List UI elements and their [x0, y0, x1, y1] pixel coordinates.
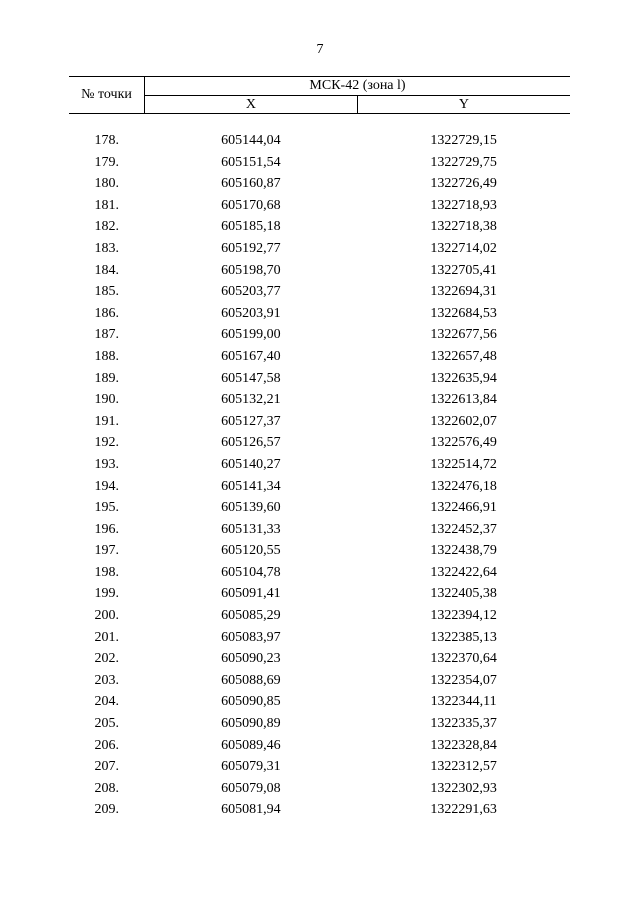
- y-coordinate-cell: 1322718,93: [430, 197, 497, 213]
- x-coordinate-cell: 605088,69: [221, 672, 281, 688]
- table-row: [69, 476, 570, 498]
- point-number-cell: 195.: [94, 500, 119, 516]
- x-column-header: X: [145, 95, 358, 114]
- table-row: [69, 756, 570, 778]
- point-number-cell: 179.: [94, 154, 119, 170]
- header-row-axes: [69, 95, 570, 114]
- table-row: [69, 735, 570, 757]
- point-number-cell: 190.: [94, 392, 119, 408]
- point-number-cell: 199.: [94, 586, 119, 602]
- y-coordinate-cell: 1322677,56: [430, 327, 497, 343]
- table-row: [69, 260, 570, 282]
- point-number-cell: 178.: [94, 133, 119, 148]
- x-coordinate-cell: 605126,57: [221, 435, 281, 451]
- table-row: [69, 691, 570, 713]
- point-number-cell: 203.: [94, 672, 119, 688]
- table-row: [69, 130, 570, 152]
- y-coordinate-cell: 1322452,37: [430, 521, 497, 537]
- x-coordinate-cell: 605132,21: [221, 392, 281, 408]
- table-row: [69, 152, 570, 174]
- y-coordinate-cell: 1322344,11: [430, 694, 497, 710]
- y-coordinate-cell: 1322694,31: [430, 284, 497, 300]
- spacer-cell: [69, 114, 570, 131]
- y-coordinate-cell: 1322602,07: [430, 413, 497, 429]
- point-number-cell: 188.: [94, 348, 119, 364]
- table-row: [69, 324, 570, 346]
- table-row: [69, 195, 570, 217]
- x-coordinate-cell: 605090,23: [221, 651, 281, 667]
- x-coordinate-cell: 605198,70: [221, 262, 281, 278]
- point-number-cell: 189.: [94, 370, 119, 386]
- table-row: [69, 497, 570, 519]
- x-coordinate-cell: 605203,91: [221, 305, 281, 321]
- point-number-cell: 202.: [94, 651, 119, 667]
- x-coordinate-cell: 605090,85: [221, 694, 281, 710]
- x-coordinate-cell: 605160,87: [221, 176, 281, 192]
- y-coordinate-cell: 1322514,72: [430, 456, 497, 472]
- x-coordinate-cell: 605167,40: [221, 348, 281, 364]
- point-number-cell: 192.: [94, 435, 119, 451]
- table-row: [69, 627, 570, 649]
- x-coordinate-cell: 605085,29: [221, 608, 281, 624]
- x-coordinate-cell: 605139,60: [221, 500, 281, 516]
- y-coordinate-cell: 1322328,84: [430, 737, 497, 753]
- y-coordinate-cell: 1322635,94: [430, 370, 497, 386]
- x-coordinate-cell: 605089,46: [221, 737, 281, 753]
- point-number-cell: 200.: [94, 608, 119, 624]
- table-body: [69, 114, 570, 822]
- table-row: [69, 540, 570, 562]
- table-row: [69, 303, 570, 325]
- table-row: [69, 411, 570, 433]
- x-coordinate-cell: 605199,00: [221, 327, 281, 343]
- x-coordinate-cell: 605079,08: [221, 780, 281, 796]
- y-coordinate-cell: 1322370,64: [430, 651, 497, 667]
- x-coordinate-cell: 605120,55: [221, 543, 281, 559]
- x-coordinate-cell: 605091,41: [221, 586, 281, 602]
- y-coordinate-cell: 1322714,02: [430, 240, 497, 256]
- y-coordinate-cell: 1322422,64: [430, 564, 497, 580]
- point-number-cell: 181.: [94, 197, 119, 213]
- point-number-cell: 197.: [94, 543, 119, 559]
- point-number-cell: 206.: [94, 737, 119, 753]
- y-coordinate-cell: 1322335,37: [430, 716, 497, 732]
- page-number: 7: [316, 42, 324, 57]
- coordinates-table: [69, 76, 570, 821]
- table-row: [69, 368, 570, 390]
- y-coordinate-cell: 1322385,13: [430, 629, 497, 645]
- x-coordinate-cell: 605141,34: [221, 478, 281, 494]
- y-coordinate-cell: 1322354,07: [430, 672, 497, 688]
- table-row: [69, 583, 570, 605]
- point-number-cell: 208.: [94, 780, 119, 796]
- point-number-cell: 198.: [94, 564, 119, 580]
- table-row: [69, 454, 570, 476]
- x-coordinate-cell: 605140,27: [221, 456, 281, 472]
- y-coordinate-cell: 1322726,49: [430, 176, 497, 192]
- y-coordinate-cell: 1322613,84: [430, 392, 497, 408]
- point-number-cell: 196.: [94, 521, 119, 537]
- x-coordinate-cell: 605192,77: [221, 240, 281, 256]
- point-number-cell: 185.: [94, 284, 119, 300]
- y-coordinate-cell: 1322466,91: [430, 500, 497, 516]
- table-row: [69, 519, 570, 541]
- point-number-cell: 209.: [94, 802, 119, 818]
- table-row: [69, 778, 570, 800]
- point-number-cell: 193.: [94, 456, 119, 472]
- x-coordinate-cell: 605083,97: [221, 629, 281, 645]
- x-coordinate-cell: 605079,31: [221, 759, 281, 775]
- y-coordinate-cell: 1322405,38: [430, 586, 497, 602]
- y-coordinate-cell: 1322729,15: [430, 133, 497, 148]
- point-number-header: № точки: [69, 77, 145, 114]
- y-coordinate-cell: 1322657,48: [430, 348, 497, 364]
- point-number-cell: 201.: [94, 629, 119, 645]
- table-spacer-row: [69, 114, 570, 131]
- x-coordinate-cell: 605147,58: [221, 370, 281, 386]
- point-number-cell: 205.: [94, 716, 119, 732]
- y-coordinate-cell: 1322476,18: [430, 478, 497, 494]
- table-row: [69, 670, 570, 692]
- table-row: [69, 713, 570, 735]
- point-number-cell: 191.: [94, 413, 119, 429]
- point-number-cell: 187.: [94, 327, 119, 343]
- table-row: [69, 799, 570, 821]
- header-row-top: [69, 77, 570, 96]
- y-coordinate-cell: 1322291,63: [430, 802, 497, 818]
- table-row: [69, 562, 570, 584]
- y-coordinate-cell: 1322729,75: [430, 154, 497, 170]
- coordinate-system-header: МСК-42 (зона l): [145, 77, 571, 96]
- y-column-header: Y: [357, 95, 570, 114]
- table-row: [69, 216, 570, 238]
- point-number-cell: 186.: [94, 305, 119, 321]
- x-coordinate-cell: 605144,04: [221, 133, 281, 148]
- point-number-cell: 180.: [94, 176, 119, 192]
- y-coordinate-cell: 1322718,38: [430, 219, 497, 235]
- x-coordinate-cell: 605104,78: [221, 564, 281, 580]
- table-row: [69, 605, 570, 627]
- table-row: [69, 648, 570, 670]
- table-header: [69, 77, 570, 114]
- y-coordinate-cell: 1322705,41: [430, 262, 497, 278]
- y-coordinate-cell: 1322684,53: [430, 305, 497, 321]
- y-coordinate-cell: 1322438,79: [430, 543, 497, 559]
- point-number-cell: 204.: [94, 694, 119, 710]
- point-number-cell: 183.: [94, 240, 119, 256]
- table-row: [69, 173, 570, 195]
- table-row: [69, 389, 570, 411]
- x-coordinate-cell: 605185,18: [221, 219, 281, 235]
- x-coordinate-cell: 605127,37: [221, 413, 281, 429]
- x-coordinate-cell: 605131,33: [221, 521, 281, 537]
- table-row: [69, 346, 570, 368]
- y-coordinate-cell: 1322394,12: [430, 608, 497, 624]
- table-row: [69, 432, 570, 454]
- y-coordinate-cell: 1322312,57: [430, 759, 497, 775]
- table-row: [69, 281, 570, 303]
- point-number-cell: 194.: [94, 478, 119, 494]
- point-number-cell: 207.: [94, 759, 119, 775]
- table-row: [69, 238, 570, 260]
- point-number-cell: 184.: [94, 262, 119, 278]
- y-coordinate-cell: 1322302,93: [430, 780, 497, 796]
- x-coordinate-cell: 605151,54: [221, 154, 281, 170]
- x-coordinate-cell: 605090,89: [221, 716, 281, 732]
- x-coordinate-cell: 605203,77: [221, 284, 281, 300]
- point-number-cell: 182.: [94, 219, 119, 235]
- x-coordinate-cell: 605170,68: [221, 197, 281, 213]
- y-coordinate-cell: 1322576,49: [430, 435, 497, 451]
- x-coordinate-cell: 605081,94: [221, 802, 281, 818]
